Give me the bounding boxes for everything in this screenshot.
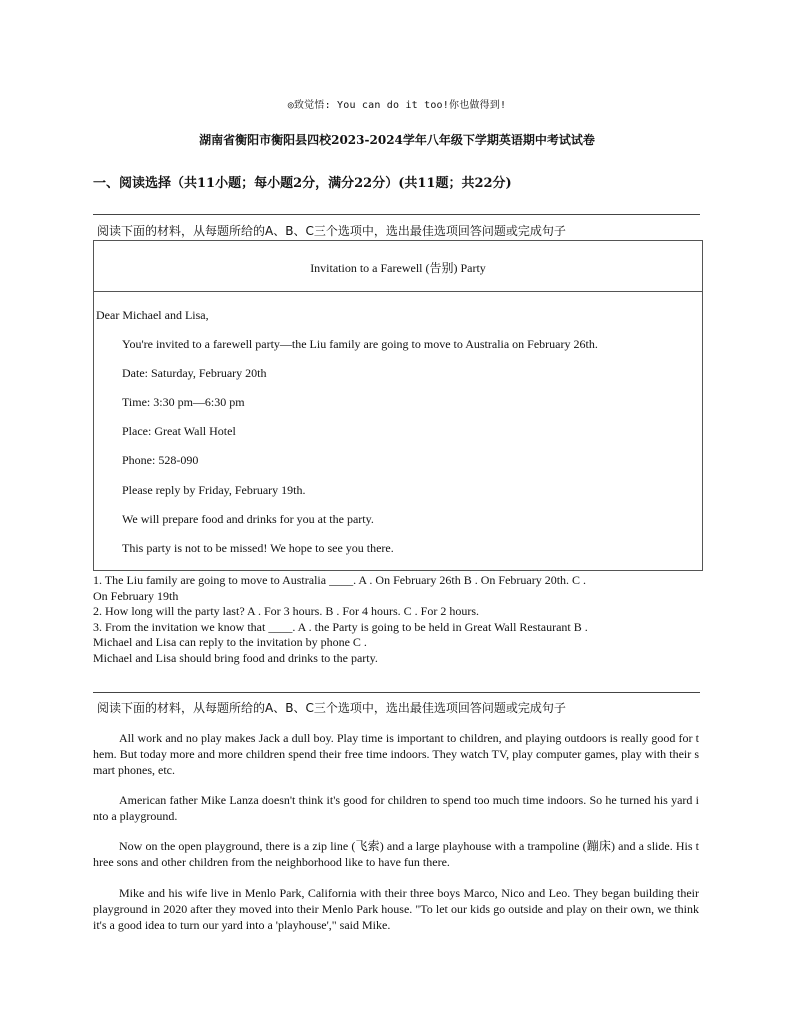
invitation-box	[93, 240, 703, 571]
question-line: Michael and Lisa can reply to the invitation by phone C .	[93, 635, 367, 649]
invitation-greeting: Dear Michael and Lisa,	[96, 308, 209, 322]
passage-paragraph: Mike and his wife live in Menlo Park, California with their three boys Marco, Nico and Leo. They began building their playground in 2020 after they moved into their Menlo Park house. "To let our kids go outside and play on their own, we think it's a good idea to turn our yard into a 'playhouse'," said Mike.	[93, 886, 699, 932]
passage-instruction: 阅读下面的材料，从每题所给的A、B、C三个选项中，选出最佳选项回答问题或完成句子	[97, 224, 566, 238]
question-line: 1. The Liu family are going to move to Australia ____. A . On February 26th B . On February 20th. C .	[93, 573, 587, 587]
invitation-line: We will prepare food and drinks for you at the party.	[122, 512, 374, 526]
passage-paragraph: All work and no play makes Jack a dull boy. Play time is important to children, and playing outdoors is really good for them. But today more and more children spend their free time indoors. They watch TV, play computer games, play with their smart phones, etc.	[93, 731, 699, 777]
invitation-title: Invitation to a Farewell (告别) Party	[310, 261, 486, 275]
passage-paragraph: Now on the open playground, there is a zip line (飞索) and a large playhouse with a trampoline (蹦床) and a slide. His three sons and other children from the neighborhood like to have fun there.	[93, 839, 699, 869]
invitation-header-divider	[94, 291, 702, 292]
invitation-line: Place: Great Wall Hotel	[122, 424, 236, 438]
invitation-line: You're invited to a farewell party—the Liu family are going to move to Australia on February 26th.	[122, 337, 598, 351]
question-line: Michael and Lisa should bring food and drinks to the party.	[93, 651, 378, 665]
question-line: On February 19th	[93, 589, 179, 603]
passage-instruction: 阅读下面的材料，从每题所给的A、B、C三个选项中，选出最佳选项回答问题或完成句子	[97, 701, 566, 715]
invitation-line: Date: Saturday, February 20th	[122, 366, 267, 380]
motto-line: ◎致觉悟: You can do it too!你也做得到!	[287, 100, 507, 111]
invitation-line: Please reply by Friday, February 19th.	[122, 483, 306, 497]
passage-paragraph: American father Mike Lanza doesn't think it's good for children to spend too much time indoors. So he turned his yard into a playground.	[93, 793, 699, 823]
question-line: 2. How long will the party last? A . For 3 hours. B . For 4 hours. C . For 2 hours.	[93, 604, 479, 618]
divider-rule	[93, 214, 700, 215]
invitation-line: This party is not to be missed! We hope to see you there.	[122, 541, 394, 555]
divider-rule	[93, 692, 700, 693]
invitation-line: Time: 3:30 pm—6:30 pm	[122, 395, 245, 409]
exam-title: 湖南省衡阳市衡阳县四校2023-2024学年八年级下学期英语期中考试试卷	[199, 133, 595, 147]
invitation-line: Phone: 528-090	[122, 453, 199, 467]
question-line: 3. From the invitation we know that ____. A . the Party is going to be held in Great Wall Restaurant B .	[93, 620, 588, 634]
section-heading: 一、阅读选择（共11小题；每小题2分，满分22分）(共11题；共22分)	[93, 176, 512, 191]
